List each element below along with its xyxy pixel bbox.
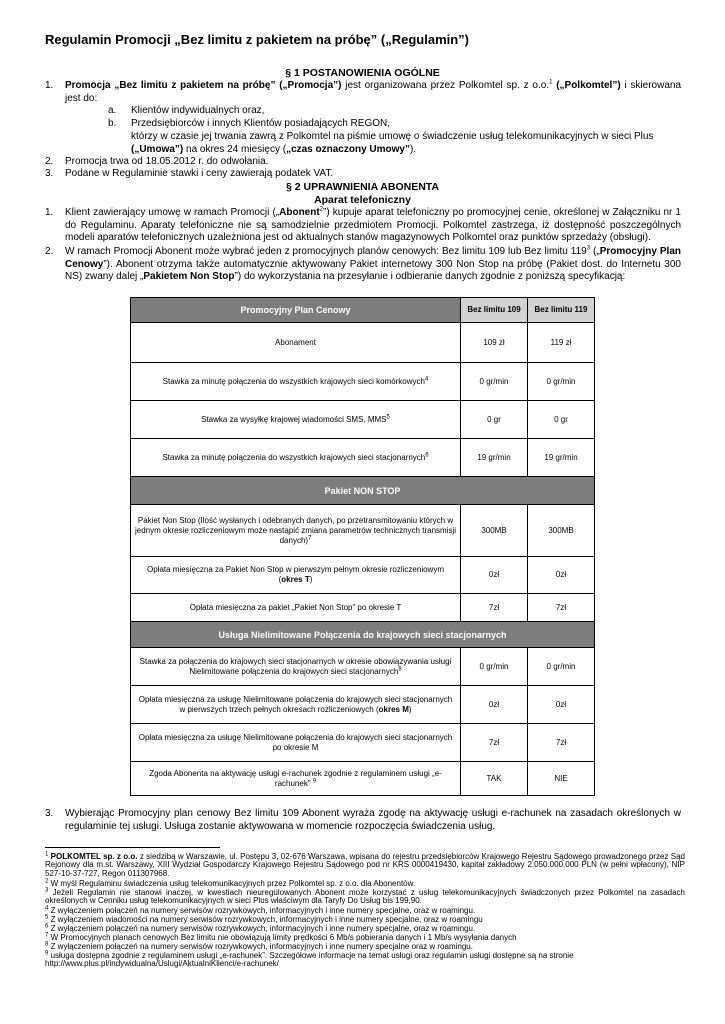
table-row [131,686,595,724]
cell-value: 109 zł [461,323,528,363]
s2-paragraph-1: Klient zawierający umowę w ramach Promocji („Abonent$^2$”) kupuje aparat telefoniczny po promocyjnej cenie, określonej w Załączniku nr 1 do Regulaminu. Aparaty telefoniczne nie są samodzielnie przedmiotem Promocji. Polkomtel zastrzega, iż dostępność poszczególnych modeli aparatów telefonicznych uzależniona jest od aktualnych stanów magazynowych Polkomtel oraz punktów sprzedaży (obsługi). [65,206,681,244]
table-header-row [131,298,595,323]
table-row [131,323,595,363]
footnote-4: $^4$ Z wyłączeniem połączeń na numery serwisów rozrywkowych, informacyjnych i inne numery specjalne, oraz w roamingu. [45,905,476,915]
cell-value: 119 zł [528,323,595,363]
row-label: Pakiet Non Stop (Ilość wysłanych i odebranych danych, po przetransmitowaniu których w jednym okresie rozliczeniowym może nastąpić zmiana parametrów technicznych transmisji danych)$^7$ [131,505,461,557]
s1-p1-number: 1. [45,80,54,91]
s1-p3-number: 3. [45,168,54,179]
cell-value: 0 gr [528,401,595,439]
footnote-1: $^1$ POLKOMTEL sp. z o.o. z siedzibą w Warszawie, ul. Postępu 3, 02-676 Warszawa, wpisana do rejestru przedsiębiorców Krajowego Rejestru Sądowego prowadzonego przez Sąd Rejonowy dla m.st. Warszawy, XIII Wydział Gospodarczy Krajowego Rejestru Sądowego pod nr KRS 0000419430, kapitał zakładowy 2.050.000.000 PLN (w pełni wpłacony), NIP 527-10-37-727, Regon 011307968. [45,851,685,878]
cell-value: 7zł [528,724,595,762]
pricing-table [130,297,595,796]
cell-value: 0 gr/min [461,363,528,401]
cell-value: 0zł [528,557,595,594]
table-row [131,724,595,762]
cell-value: 7zł [461,594,528,622]
footnote-9: $^9$ usługa dostępna zgodnie z regulaminem usługi „e-rachunek”. Szczegółowe informacje na temat usługi oraz regulamin usługi dostępne są na stronie http://www.plus.pl/indywidualna/Uslugi/AktualniKlienci/e-rachunek/ [45,950,574,969]
s2-p1-number: 1. [45,207,54,218]
section1-heading: § 1 POSTANOWIENIA OGÓLNE [285,67,440,79]
row-label: Stawka za wysyłkę krajowej wiadomości SMS, MMS$^5$ [131,401,461,439]
cell-value: 300MB [461,505,528,557]
cell-value: 0zł [528,686,595,724]
footnote-3: $^3$ Jeżeli Regulamin nie stanowi inaczej, w kwestiach nieuregulowanych Abonent może korzystać z usług telekomunikacyjnych świadczonych przez Polkomtel na zasadach określonych w Cenniku usług telekomunikacyjnych w sieci Plus właściwym dla Taryfy Do Usług bis 199,90. [45,887,685,906]
cell-value: 0 gr/min [528,648,595,686]
landline-service-header: Usługa Nielimitowane Połączenia do krajowych sieci stacjonarnych [131,622,595,648]
section2-subheading: Aparat telefoniczny [314,194,411,206]
s1-item-b: Przedsiębiorców i innych Klientów posiadających REGON, [131,118,391,129]
s1-item-a: Klientów indywidualnych oraz, [131,105,265,116]
s2-p2-number: 2. [45,246,54,257]
table-row [131,594,595,622]
non-stop-header: Pakiet NON STOP [131,477,595,505]
s1-item-a-label: a. [108,105,117,116]
table-row [131,557,595,594]
cell-value: 0 gr/min [528,363,595,401]
row-label: Stawka za minutę połączenia do wszystkich krajowych sieci komórkowych$^4$ [131,363,461,401]
s1-p2-number: 2. [45,156,54,167]
row-label: Opłata miesięczna za Pakiet Non Stop w pierwszym pełnym okresie rozliczeniowym (okres T) [131,557,461,594]
s2-p3-number: 3. [45,808,54,819]
footnote-6: $^6$ Z wyłączeniem połączeń na numery serwisów rozrywkowych, informacyjnych i inne numery specjalne, oraz w roamingu. [45,923,476,933]
page-title: Regulamin Promocji „Bez limitu z pakietem na próbę” („Regulamin”) [45,32,470,47]
table-row [131,762,595,796]
s1-paragraph-3: Podane w Regulaminie stawki i ceny zawierają podatek VAT. [65,168,334,179]
table-row [131,439,595,477]
table-row [131,363,595,401]
cell-value: 7zł [528,594,595,622]
cell-value: 7zł [461,724,528,762]
column-header-119: Bez limitu 119 [528,298,595,323]
cell-value: 19 gr/min [461,439,528,477]
footnote-5: $^5$ Z wyłączeniem wiadomości na numery serwisów rozrywkowych, informacyjnych i inne numery specjalne, oraz w roamingu [45,914,483,924]
cell-value: 300MB [528,505,595,557]
row-label: Abonament [131,323,461,363]
table-row [131,401,595,439]
s2-paragraph-3: Wybierając Promocyjny plan cenowy Bez limitu 109 Abonent wyraża zgodę na aktywację usługi e-rachunek na zasadach określonych w regulaminie tej usługi. Usługa zostanie aktywowana w momencie rozpoczęcia świadczenia usług. [65,808,681,832]
row-label: Opłata miesięczna za usługę Nielimitowane połączenia do krajowych sieci stacjonarnych po okresie M [131,724,461,762]
s1-paragraph-1: Promocja „Bez limitu z pakietem na próbę” („Promocja”) jest organizowana przez Polkomtel sp. z o.o.$^1$ („Polkomtel”) i skierowana jest do: [65,79,682,104]
table-row [131,648,595,686]
table-section-row [131,622,595,648]
plan-header: Promocyjny Plan Cenowy [131,298,461,323]
row-label: Opłata miesięczna za usługę Nielimitowane połączenia do krajowych sieci stacjonarnych w pierwszych trzech pełnych okresach rozliczeniowych (okres M) [131,686,461,724]
row-label: Stawka za połączenia do krajowych sieci stacjonarnych w okresie obowiązywania usługi Nielimitowane połączenia do krajowych sieci stacjonarnych$^8$ [131,648,461,686]
row-label: Opłata miesięczna za pakiet „Pakiet Non Stop” po okresie T [131,594,461,622]
s1-item-b-continuation: którzy w czasie jej trwania zawrą z Polkomtel na piśmie umowę o świadczenie usług telekomunikacyjnych w sieci Plus („Umowa”) na okres 24 miesięcy („czas oznaczony Umowy”). [131,131,654,155]
table-section-row [131,477,595,505]
cell-value: 19 gr/min [528,439,595,477]
row-label: Stawka za minutę połączenia do wszystkich krajowych sieci stacjonarnych$^6$ [131,439,461,477]
row-label: Zgoda Abonenta na aktywację usługi e-rachunek zgodnie z regulaminem usługi „e-rachunek” $^9$ [131,762,461,796]
table-row [131,505,595,557]
footnote-separator [45,847,220,848]
e-rachunek-link[interactable]: http://www.plus.pl/indywidualna/Uslugi/AktualniKlienci/e-rachunek/ [45,959,279,969]
footnote-8: $^8$ Z wyłączeniem połączeń na numery serwisów rozrywkowych, informacyjnych i inne numery specjalne oraz w roamingu. [45,941,473,951]
column-header-109: Bez limitu 109 [461,298,528,323]
cell-value: 0 gr [461,401,528,439]
cell-value: 0zł [461,557,528,594]
s1-item-b-label: b. [108,118,117,129]
s2-paragraph-2: W ramach Promocji Abonent może wybrać jeden z promocyjnych planów cenowych: Bez limitu 109 lub Bez limitu $119^3$ („Promocyjny Plan Cenowy”). Abonent otrzyma także automatycznie aktywowany Pakiet internetowy 300 Non Stop na próbę (Pakiet dost. do Internetu 300 NS) zwany dalej „Pakietem Non Stop”) do wykorzystania na przesyłanie i odbieranie danych zgodnie z poniższą specyfikacją: [65,245,681,283]
footnote-2: $^2$ W myśl Regulaminu świadczenia usług telekomunikacyjnych przez Polkomtel sp. z o.o. dla Abonentów. [45,878,416,888]
footnote-7: $^7$ W Promocyjnych planach cenowych Bez limitu nie obowiązują limity prędkości 6 Mb/s pobierania danych i 1 Mb/s wysyłania danych [45,932,517,942]
cell-value: 0zł [461,686,528,724]
cell-value: 0 gr/min [461,648,528,686]
section2-heading: § 2 UPRAWNIENIA ABONENTA [285,181,440,193]
cell-value: TAK [461,762,528,796]
s1-paragraph-2: Promocja trwa od 18.05.2012 r. do odwołania. [65,156,269,167]
cell-value: NIE [528,762,595,796]
